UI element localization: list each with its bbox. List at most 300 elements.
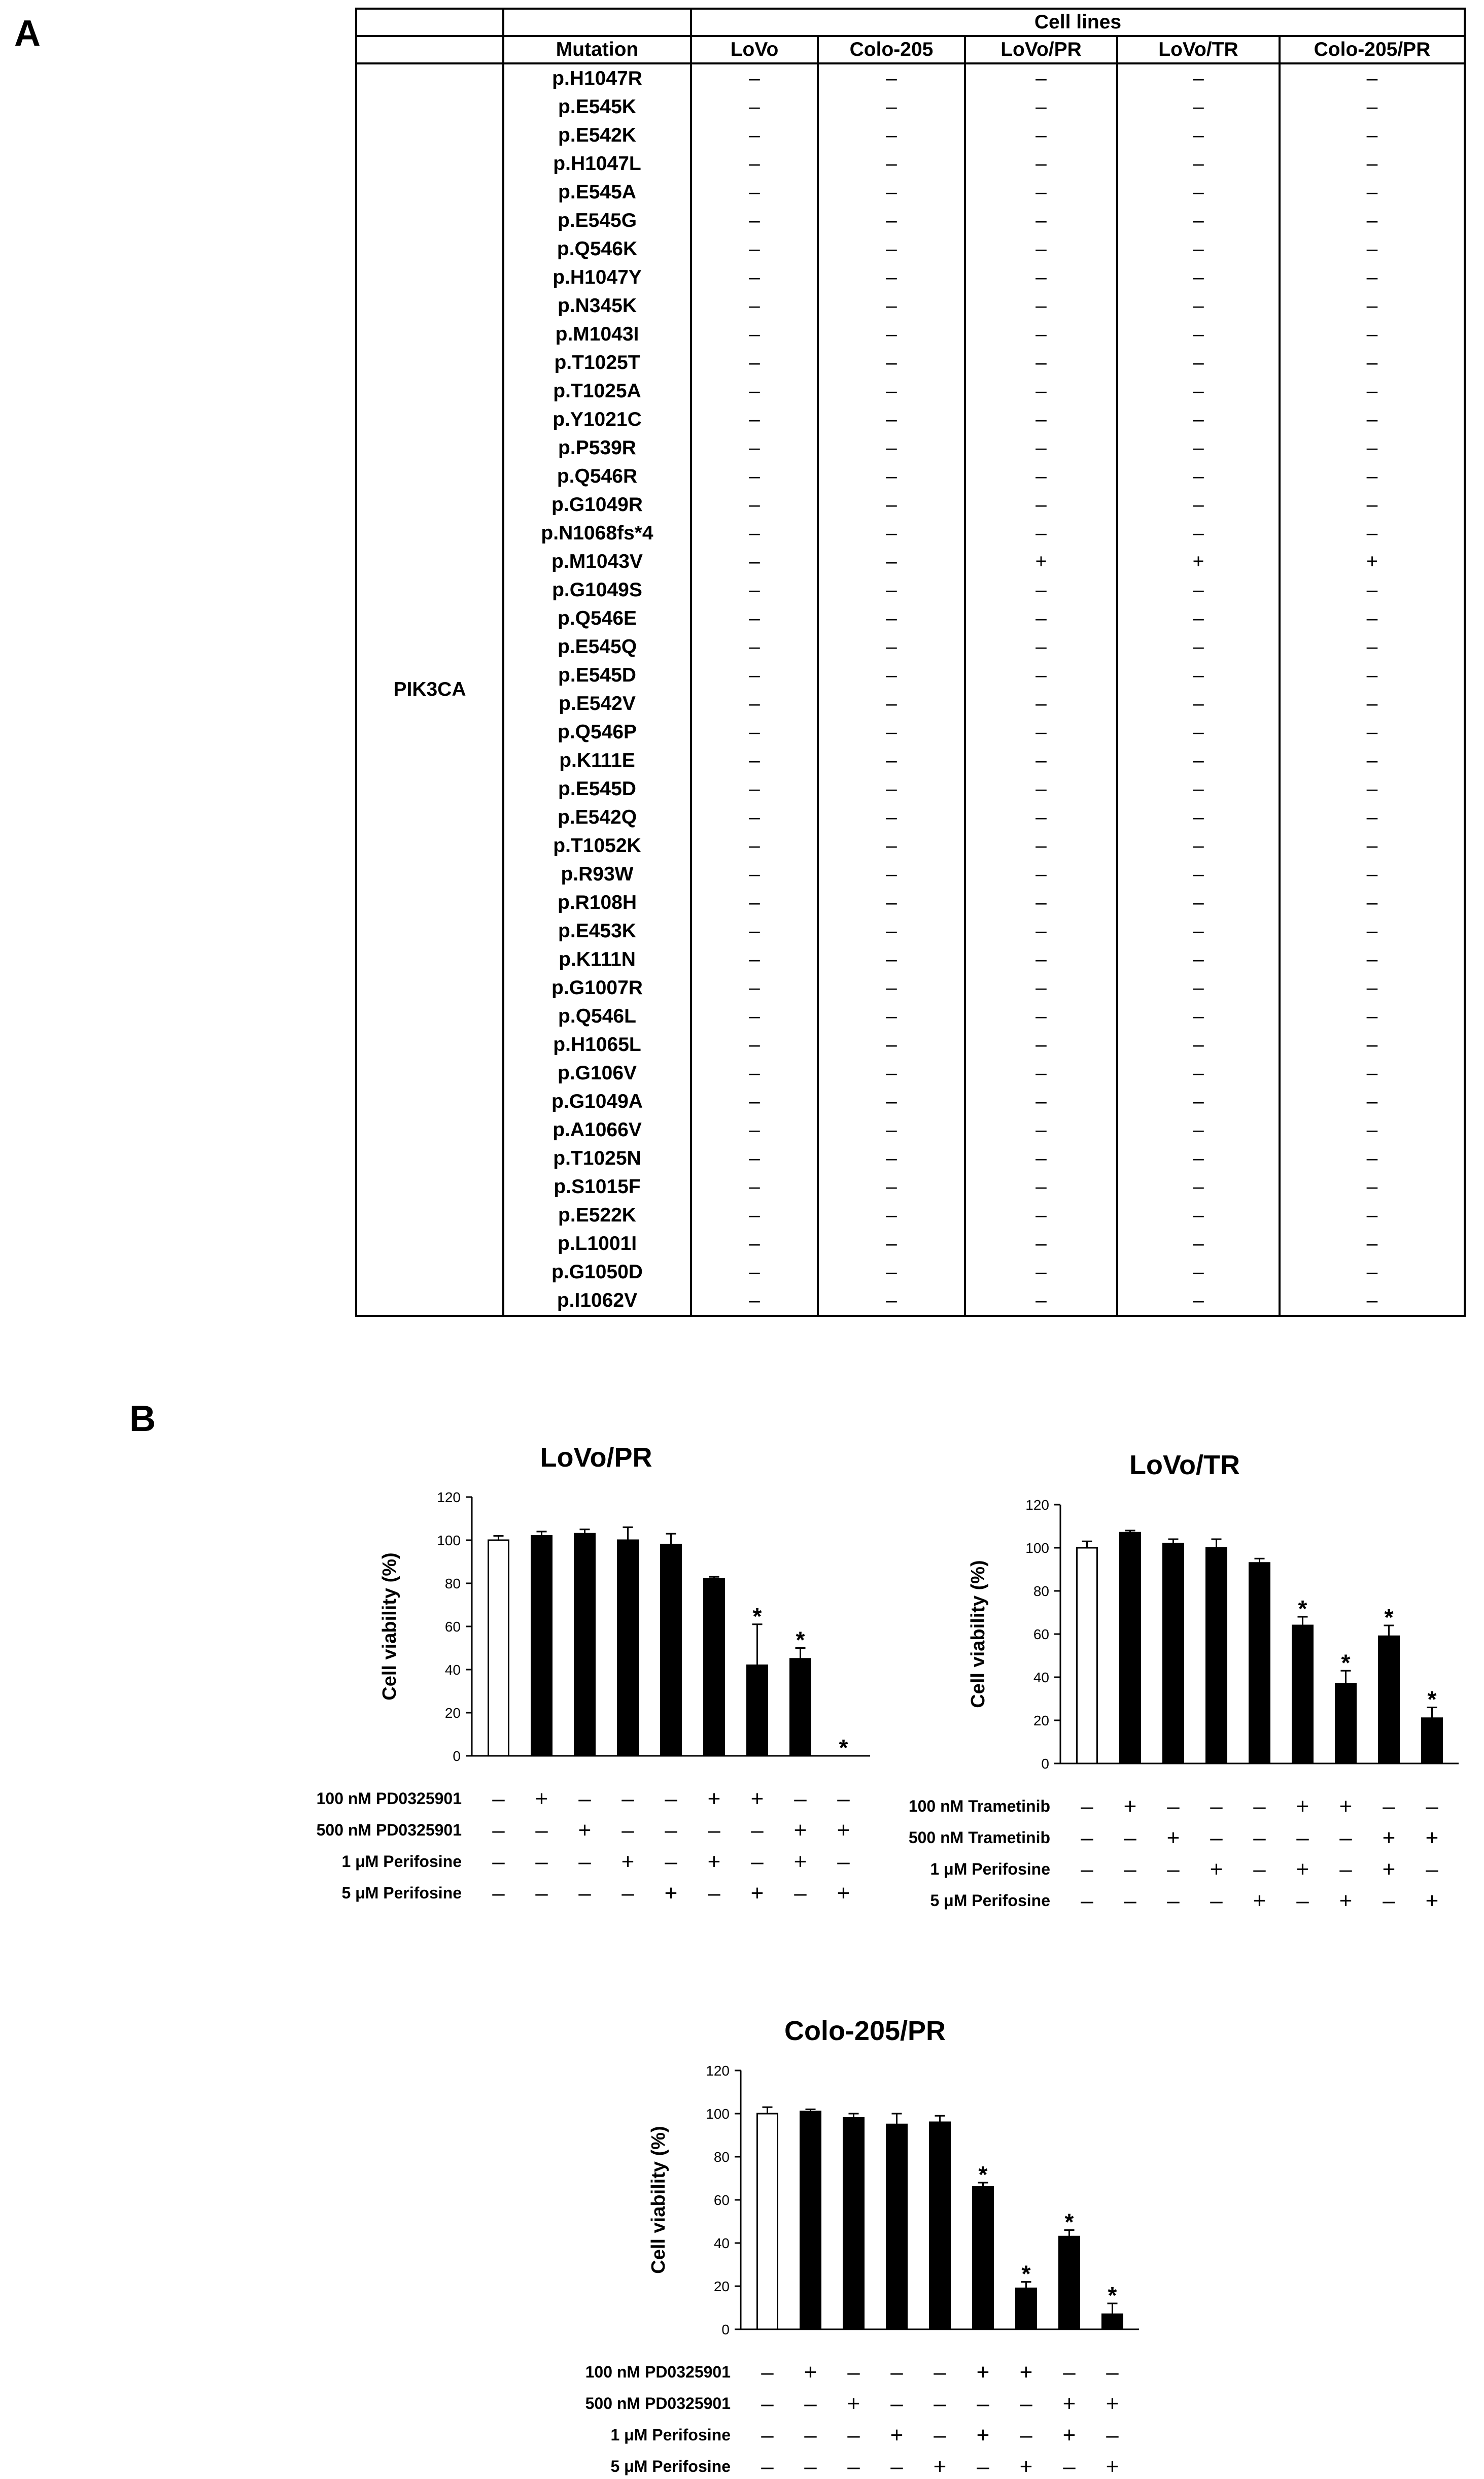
status-cell: – — [1117, 576, 1280, 604]
bar — [801, 2112, 821, 2329]
status-cell: – — [965, 320, 1117, 349]
status-cell: – — [1280, 235, 1465, 263]
treatment-sign: + — [890, 2423, 904, 2448]
bar — [704, 1579, 724, 1756]
status-cell: – — [691, 661, 818, 690]
treatment-sign: – — [492, 1849, 505, 1874]
status-cell: – — [1280, 93, 1465, 121]
status-cell: – — [965, 1059, 1117, 1088]
mutation-cell: p.E545K — [503, 93, 691, 121]
status-cell: – — [818, 832, 965, 860]
treatment-label: 500 nM Trametinib — [908, 1828, 1050, 1847]
status-cell: – — [1280, 434, 1465, 462]
status-cell: – — [1280, 1088, 1465, 1116]
table-row — [356, 519, 1465, 548]
status-cell: – — [818, 519, 965, 548]
status-cell: – — [818, 718, 965, 746]
chart-lovo-tr — [908, 1450, 1439, 1913]
treatment-sign: – — [1081, 1794, 1093, 1819]
treatment-sign: + — [750, 1786, 764, 1811]
y-axis-label: Cell viability (%) — [648, 2126, 669, 2274]
status-cell: – — [1117, 945, 1280, 974]
status-cell: – — [691, 1031, 818, 1059]
status-cell: – — [691, 604, 818, 633]
status-cell: – — [1117, 121, 1280, 150]
status-cell: – — [965, 889, 1117, 917]
mutation-cell: p.H1047Y — [503, 263, 691, 292]
table-row — [356, 1002, 1465, 1031]
status-cell: – — [1117, 207, 1280, 235]
table-row — [356, 1059, 1465, 1088]
status-cell: – — [1117, 1201, 1280, 1230]
status-cell: – — [818, 604, 965, 633]
significance-marker: * — [1384, 1604, 1394, 1631]
status-cell: – — [818, 150, 965, 178]
status-cell: – — [1117, 889, 1280, 917]
status-cell: – — [1280, 576, 1465, 604]
mutation-cell: p.E545D — [503, 775, 691, 803]
status-cell: – — [1280, 604, 1465, 633]
status-cell: – — [691, 576, 818, 604]
significance-marker: * — [1021, 2260, 1031, 2287]
table-row — [356, 349, 1465, 377]
status-cell: – — [965, 860, 1117, 889]
treatment-sign: – — [804, 2391, 817, 2416]
status-cell: – — [965, 604, 1117, 633]
status-cell: – — [1117, 178, 1280, 207]
mutation-cell: p.R108H — [503, 889, 691, 917]
y-tick-label: 100 — [437, 1533, 461, 1548]
mutation-cell: p.Y1021C — [503, 405, 691, 434]
treatment-sign: + — [1062, 2391, 1076, 2416]
treatment-sign: – — [708, 1818, 720, 1843]
treatment-sign: – — [492, 1818, 505, 1843]
status-cell: – — [965, 207, 1117, 235]
treatment-sign: – — [1426, 1857, 1438, 1882]
bar — [747, 1666, 768, 1756]
mutation-cell: p.M1043I — [503, 320, 691, 349]
table-body — [356, 63, 1465, 1316]
status-cell: – — [965, 93, 1117, 121]
status-cell: – — [1280, 349, 1465, 377]
bar — [1250, 1563, 1270, 1763]
treatment-sign: – — [804, 2423, 817, 2448]
status-cell: – — [1280, 1258, 1465, 1286]
table-header-row-2 — [356, 36, 1465, 63]
treatment-sign: – — [1296, 1888, 1309, 1913]
treatment-label: 100 nM PD0325901 — [585, 2363, 731, 2381]
treatment-sign: + — [1425, 1888, 1439, 1913]
header-mutation: Mutation — [503, 36, 691, 63]
mutation-cell: p.E545A — [503, 178, 691, 207]
status-cell: – — [1280, 1201, 1465, 1230]
status-cell: – — [965, 1144, 1117, 1173]
treatment-sign: – — [1063, 2454, 1076, 2479]
bar — [1059, 2236, 1080, 2329]
status-cell: – — [1117, 604, 1280, 633]
mutation-cell: p.T1025A — [503, 377, 691, 405]
treatment-sign: – — [977, 2454, 989, 2479]
treatment-sign: + — [933, 2454, 947, 2479]
status-cell: – — [818, 207, 965, 235]
treatment-sign: – — [1253, 1794, 1266, 1819]
significance-marker: * — [796, 1626, 805, 1653]
status-cell: – — [818, 1031, 965, 1059]
status-cell: – — [1280, 1144, 1465, 1173]
status-cell: – — [1280, 945, 1465, 974]
treatment-sign: – — [1081, 1857, 1093, 1882]
treatment-label: 100 nM Trametinib — [908, 1797, 1050, 1815]
y-tick-label: 100 — [706, 2106, 730, 2122]
treatment-sign: – — [665, 1849, 677, 1874]
treatment-sign: – — [1081, 1888, 1093, 1913]
bar — [757, 2114, 778, 2329]
treatment-sign: – — [1124, 1857, 1136, 1882]
treatment-label: 500 nM PD0325901 — [585, 2394, 731, 2413]
treatment-sign: – — [492, 1786, 505, 1811]
status-cell: – — [818, 320, 965, 349]
table-row — [356, 548, 1465, 576]
mutation-cell: p.R93W — [503, 860, 691, 889]
treatment-sign: – — [492, 1881, 505, 1906]
status-cell: – — [691, 803, 818, 832]
status-cell: – — [818, 491, 965, 519]
treatment-sign: + — [707, 1786, 721, 1811]
treatment-sign: – — [535, 1849, 548, 1874]
status-cell: – — [818, 889, 965, 917]
treatment-sign: – — [934, 2360, 946, 2385]
treatment-sign: + — [1425, 1825, 1439, 1850]
treatment-sign: + — [1019, 2360, 1033, 2385]
status-cell: – — [1280, 1116, 1465, 1144]
status-cell: – — [965, 121, 1117, 150]
status-cell: – — [1117, 349, 1280, 377]
treatment-sign: – — [535, 1881, 548, 1906]
treatment-sign: + — [1019, 2454, 1033, 2479]
status-cell: – — [1280, 519, 1465, 548]
treatment-sign: – — [847, 2423, 860, 2448]
chart-svg — [908, 1450, 1439, 1913]
treatment-sign: – — [837, 1849, 850, 1874]
status-cell: – — [1117, 93, 1280, 121]
status-cell: – — [691, 178, 818, 207]
treatment-sign: + — [976, 2360, 990, 2385]
treatment-sign: – — [1210, 1794, 1223, 1819]
mutation-cell: p.Q546K — [503, 235, 691, 263]
status-cell: – — [965, 633, 1117, 661]
mutation-cell: p.I1062V — [503, 1286, 691, 1316]
table-row — [356, 832, 1465, 860]
treatment-sign: + — [664, 1881, 678, 1906]
chart-title: LoVo/TR — [1129, 1450, 1240, 1480]
y-tick-label: 80 — [1033, 1583, 1049, 1599]
treatment-label: 500 nM PD0325901 — [316, 1821, 462, 1839]
status-cell: – — [1280, 320, 1465, 349]
status-cell: – — [1117, 292, 1280, 320]
table-row — [356, 633, 1465, 661]
status-cell: – — [1117, 519, 1280, 548]
status-cell: – — [691, 93, 818, 121]
status-cell: – — [818, 1258, 965, 1286]
header-column: Colo-205/PR — [1280, 36, 1465, 63]
status-cell: + — [1280, 548, 1465, 576]
significance-marker: * — [1064, 2209, 1074, 2235]
status-cell: – — [691, 775, 818, 803]
status-cell: – — [691, 633, 818, 661]
treatment-sign: – — [1167, 1888, 1180, 1913]
status-cell: – — [691, 974, 818, 1002]
treatment-sign: – — [761, 2454, 774, 2479]
y-tick-label: 80 — [713, 2149, 730, 2165]
bar — [575, 1534, 595, 1756]
mutation-cell: p.Q546L — [503, 1002, 691, 1031]
table-row — [356, 945, 1465, 974]
status-cell: – — [691, 1144, 818, 1173]
status-cell: – — [965, 974, 1117, 1002]
status-cell: – — [1280, 150, 1465, 178]
significance-marker: * — [752, 1603, 762, 1629]
treatment-sign: – — [751, 1818, 764, 1843]
bar — [844, 2118, 864, 2330]
significance-marker: * — [1108, 2282, 1117, 2308]
status-cell: – — [1280, 860, 1465, 889]
status-cell: – — [1280, 491, 1465, 519]
table-row — [356, 178, 1465, 207]
table-row — [356, 1173, 1465, 1201]
status-cell: – — [965, 803, 1117, 832]
mutation-cell: p.T1052K — [503, 832, 691, 860]
status-cell: – — [818, 548, 965, 576]
table-row — [356, 1230, 1465, 1258]
treatment-sign: – — [1210, 1825, 1223, 1850]
treatment-sign: – — [1253, 1857, 1266, 1882]
status-cell: – — [1280, 803, 1465, 832]
treatment-sign: – — [761, 2391, 774, 2416]
chart-title: LoVo/PR — [540, 1442, 652, 1473]
status-cell: – — [965, 746, 1117, 775]
significance-marker: * — [978, 2161, 988, 2188]
status-cell: – — [1117, 1258, 1280, 1286]
y-tick-label: 40 — [713, 2235, 730, 2251]
status-cell: – — [1117, 775, 1280, 803]
bar — [618, 1540, 638, 1756]
treatment-label: 1 μM Perifosine — [610, 2426, 731, 2444]
table-row — [356, 1286, 1465, 1316]
status-cell: – — [1280, 746, 1465, 775]
treatment-sign: – — [578, 1881, 591, 1906]
status-cell: – — [818, 661, 965, 690]
status-cell: – — [1117, 661, 1280, 690]
status-cell: – — [818, 1088, 965, 1116]
y-tick-label: 0 — [721, 2322, 730, 2337]
y-tick-label: 60 — [444, 1619, 461, 1635]
status-cell: – — [1280, 1059, 1465, 1088]
status-cell: – — [965, 576, 1117, 604]
status-cell: – — [1117, 434, 1280, 462]
table-row — [356, 235, 1465, 263]
mutation-cell: p.G1049R — [503, 491, 691, 519]
bar — [1077, 1548, 1097, 1763]
bar — [1206, 1548, 1227, 1763]
status-cell: – — [691, 491, 818, 519]
table-row — [356, 803, 1465, 832]
mutation-cell: p.H1047R — [503, 63, 691, 93]
status-cell: – — [1117, 860, 1280, 889]
table-row — [356, 377, 1465, 405]
table-row — [356, 860, 1465, 889]
treatment-sign: – — [1124, 1825, 1136, 1850]
treatment-sign: – — [761, 2423, 774, 2448]
treatment-sign: – — [847, 2454, 860, 2479]
bar — [790, 1659, 811, 1756]
status-cell: + — [1117, 548, 1280, 576]
status-cell: – — [1280, 690, 1465, 718]
treatment-label: 100 nM PD0325901 — [316, 1789, 462, 1808]
status-cell: – — [691, 207, 818, 235]
status-cell: – — [691, 292, 818, 320]
bar — [1379, 1636, 1399, 1763]
status-cell: – — [1280, 633, 1465, 661]
mutation-cell: p.E542Q — [503, 803, 691, 832]
status-cell: – — [818, 1116, 965, 1144]
mutation-cell: p.E545G — [503, 207, 691, 235]
mutation-cell: p.T1025N — [503, 1144, 691, 1173]
treatment-sign: – — [708, 1881, 720, 1906]
status-cell: – — [1117, 377, 1280, 405]
status-cell: – — [818, 1059, 965, 1088]
treatment-sign: – — [934, 2423, 946, 2448]
status-cell: – — [691, 718, 818, 746]
status-cell: – — [1117, 63, 1280, 93]
y-tick-label: 120 — [1025, 1497, 1049, 1513]
status-cell: – — [818, 860, 965, 889]
status-cell: – — [691, 405, 818, 434]
table-row — [356, 320, 1465, 349]
treatment-sign: – — [1426, 1794, 1438, 1819]
status-cell: – — [965, 292, 1117, 320]
treatment-sign: – — [804, 2454, 817, 2479]
status-cell: – — [965, 519, 1117, 548]
status-cell: – — [818, 292, 965, 320]
treatment-sign: – — [622, 1818, 634, 1843]
header-blank-mutation — [503, 9, 691, 36]
status-cell: – — [965, 1173, 1117, 1201]
header-column: LoVo/PR — [965, 36, 1117, 63]
status-cell: – — [1280, 1286, 1465, 1316]
treatment-sign: + — [750, 1881, 764, 1906]
mutation-cell: p.K111E — [503, 746, 691, 775]
table-row — [356, 1258, 1465, 1286]
bar — [532, 1536, 552, 1756]
status-cell: – — [1117, 1230, 1280, 1258]
y-tick-label: 20 — [1033, 1713, 1049, 1728]
status-cell: – — [965, 377, 1117, 405]
status-cell: – — [691, 917, 818, 945]
bar — [1120, 1533, 1141, 1763]
status-cell: – — [818, 434, 965, 462]
status-cell: – — [818, 377, 965, 405]
treatment-sign: – — [578, 1849, 591, 1874]
mutation-cell: p.E453K — [503, 917, 691, 945]
treatment-sign: + — [1296, 1857, 1309, 1882]
y-tick-label: 120 — [706, 2063, 730, 2079]
treatment-sign: – — [622, 1786, 634, 1811]
status-cell: – — [691, 1173, 818, 1201]
mutation-cell: p.H1065L — [503, 1031, 691, 1059]
chart-svg — [316, 1442, 850, 1906]
treatment-sign: – — [1081, 1825, 1093, 1850]
status-cell: – — [818, 917, 965, 945]
treatment-sign: + — [793, 1849, 807, 1874]
treatment-sign: + — [1062, 2423, 1076, 2448]
status-cell: – — [965, 690, 1117, 718]
status-cell: – — [1117, 917, 1280, 945]
header-column: LoVo/TR — [1117, 36, 1280, 63]
status-cell: – — [818, 1002, 965, 1031]
status-cell: – — [691, 945, 818, 974]
status-cell: – — [1280, 1173, 1465, 1201]
treatment-sign: + — [1166, 1825, 1180, 1850]
mutation-cell: p.N1068fs*4 — [503, 519, 691, 548]
status-cell: – — [965, 1002, 1117, 1031]
status-cell: – — [965, 917, 1117, 945]
status-cell: – — [1117, 462, 1280, 491]
status-cell: – — [965, 832, 1117, 860]
status-cell: – — [1117, 832, 1280, 860]
treatment-sign: + — [535, 1786, 548, 1811]
status-cell: – — [691, 1116, 818, 1144]
treatment-sign: – — [890, 2360, 903, 2385]
status-cell: – — [818, 1201, 965, 1230]
status-cell: – — [1280, 63, 1465, 93]
bar — [930, 2122, 950, 2329]
significance-marker: * — [839, 1735, 848, 1761]
treatment-sign: – — [1383, 1794, 1395, 1819]
treatment-sign: + — [1339, 1794, 1353, 1819]
mutation-cell: p.P539R — [503, 434, 691, 462]
status-cell: – — [691, 860, 818, 889]
status-cell: – — [818, 63, 965, 93]
status-cell: – — [691, 462, 818, 491]
status-cell: – — [691, 235, 818, 263]
status-cell: – — [1117, 1144, 1280, 1173]
status-cell: – — [965, 661, 1117, 690]
treatment-sign: + — [1296, 1794, 1309, 1819]
treatment-sign: – — [1167, 1794, 1180, 1819]
header-column: LoVo — [691, 36, 818, 63]
mutation-cell: p.E545D — [503, 661, 691, 690]
status-cell: – — [818, 974, 965, 1002]
treatment-sign: + — [1339, 1888, 1353, 1913]
treatment-sign: + — [1106, 2391, 1119, 2416]
y-tick-label: 20 — [713, 2279, 730, 2294]
treatment-label: 1 μM Perifosine — [341, 1852, 462, 1871]
treatment-sign: – — [1210, 1888, 1223, 1913]
status-cell: – — [965, 491, 1117, 519]
status-cell: – — [1117, 263, 1280, 292]
mutation-cell: p.T1025T — [503, 349, 691, 377]
status-cell: – — [1280, 1031, 1465, 1059]
bar — [1102, 2314, 1123, 2329]
treatment-sign: – — [665, 1786, 677, 1811]
mutation-cell: p.G1050D — [503, 1258, 691, 1286]
header-blank-gene — [356, 9, 503, 36]
status-cell: – — [1117, 320, 1280, 349]
table-row — [356, 775, 1465, 803]
table-row — [356, 889, 1465, 917]
treatment-sign: + — [1106, 2454, 1119, 2479]
mutation-cell: p.L1001I — [503, 1230, 691, 1258]
